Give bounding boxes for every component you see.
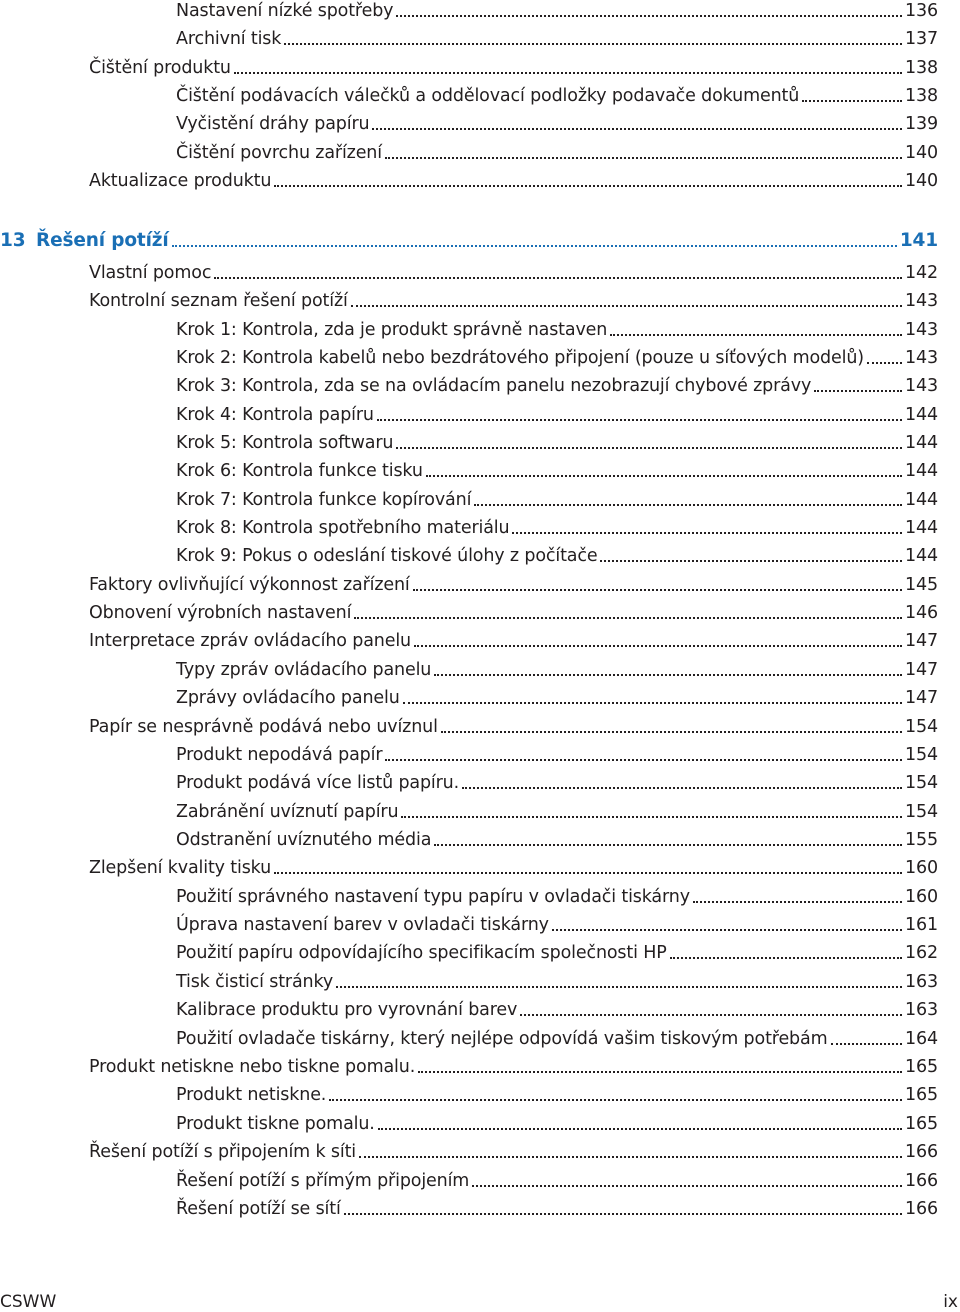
dot-leader bbox=[867, 362, 902, 364]
toc-page-number: 162 bbox=[905, 943, 938, 963]
toc-page-number: 146 bbox=[905, 603, 938, 623]
toc-entry-title: Produkt tiskne pomalu. bbox=[176, 1114, 375, 1134]
toc-entry[interactable] bbox=[89, 857, 938, 879]
toc-entry[interactable] bbox=[176, 801, 938, 823]
dot-leader bbox=[552, 929, 902, 931]
toc-page-number: 154 bbox=[905, 745, 938, 765]
toc-entry[interactable] bbox=[176, 914, 938, 936]
dot-leader bbox=[418, 1071, 902, 1073]
dot-leader bbox=[520, 1014, 902, 1016]
dot-leader bbox=[814, 390, 902, 392]
toc-entry[interactable] bbox=[176, 517, 938, 539]
dot-leader bbox=[434, 674, 902, 676]
toc-entry-title: Faktory ovlivňující výkonnost zařízení bbox=[89, 575, 410, 595]
footer-page-number: ix bbox=[943, 1292, 958, 1312]
dot-leader bbox=[329, 1099, 902, 1101]
toc-entry-title: Krok 9: Pokus o odeslání tiskové úlohy z počítače bbox=[176, 546, 598, 566]
toc-page-number: 140 bbox=[905, 171, 938, 191]
dot-leader bbox=[385, 759, 902, 761]
toc-page-number: 143 bbox=[905, 348, 938, 368]
toc-entry-title: Použití papíru odpovídajícího specifikacím společnosti HP bbox=[176, 943, 667, 963]
toc-entry[interactable] bbox=[176, 489, 938, 511]
dot-leader bbox=[831, 1043, 903, 1045]
dot-leader bbox=[693, 901, 902, 903]
toc-page-number: 143 bbox=[905, 376, 938, 396]
toc-entry[interactable] bbox=[176, 971, 938, 993]
toc-entry-title: Tisk čisticí stránky bbox=[176, 972, 334, 992]
dot-leader bbox=[372, 128, 902, 130]
dot-leader bbox=[172, 245, 897, 247]
dot-leader bbox=[385, 157, 902, 159]
toc-entry[interactable] bbox=[89, 716, 938, 738]
toc-page-number: 165 bbox=[905, 1057, 938, 1077]
toc-page-number: 137 bbox=[905, 29, 938, 49]
toc-entry-title: Úprava nastavení barev v ovladači tiskárny bbox=[176, 915, 549, 935]
toc-entry-title: Zlepšení kvality tisku bbox=[89, 858, 272, 878]
toc-page-number: 164 bbox=[905, 1029, 938, 1049]
dot-leader bbox=[512, 532, 902, 534]
toc-entry-title: Krok 5: Kontrola softwaru bbox=[176, 433, 394, 453]
toc-entry[interactable] bbox=[176, 404, 938, 426]
toc-entry-title: Produkt netiskne nebo tiskne pomalu. bbox=[89, 1057, 416, 1077]
toc-entry[interactable] bbox=[176, 999, 938, 1021]
toc-page-number: 163 bbox=[905, 1000, 938, 1020]
dot-leader bbox=[354, 617, 902, 619]
toc-entry[interactable] bbox=[176, 0, 938, 22]
dot-leader bbox=[610, 334, 902, 336]
toc-entry-title: Krok 3: Kontrola, zda se na ovládacím panelu nezobrazují chybové zprávy bbox=[176, 376, 812, 396]
toc-entry[interactable] bbox=[89, 574, 938, 596]
toc-entry[interactable] bbox=[176, 829, 938, 851]
dot-leader bbox=[396, 447, 902, 449]
toc-entry[interactable] bbox=[176, 28, 938, 50]
toc-page-number: 138 bbox=[905, 58, 938, 78]
footer-doc-code: CSWW bbox=[0, 1292, 57, 1312]
toc-page-number: 165 bbox=[905, 1114, 938, 1134]
toc-entry[interactable] bbox=[176, 659, 938, 681]
toc-entry[interactable] bbox=[176, 113, 938, 135]
dot-leader bbox=[359, 1156, 902, 1158]
toc-entry-title: Typy zpráv ovládacího panelu bbox=[176, 660, 432, 680]
toc-entry[interactable] bbox=[176, 1084, 938, 1106]
toc-entry[interactable] bbox=[176, 85, 938, 107]
toc-entry-title: Papír se nesprávně podává nebo uvíznul bbox=[89, 717, 438, 737]
toc-entry-title: Krok 6: Kontrola funkce tisku bbox=[176, 461, 423, 481]
toc-entry[interactable] bbox=[176, 347, 938, 369]
toc-entry[interactable] bbox=[176, 432, 938, 454]
toc-entry[interactable] bbox=[89, 1056, 938, 1078]
dot-leader bbox=[377, 419, 902, 421]
toc-entry[interactable] bbox=[176, 772, 938, 794]
dot-leader bbox=[426, 475, 902, 477]
toc-entry-title: Produkt nepodává papír bbox=[176, 745, 383, 765]
toc-page-number: 166 bbox=[905, 1199, 938, 1219]
toc-entry[interactable] bbox=[89, 170, 938, 192]
toc-page-number: 166 bbox=[905, 1171, 938, 1191]
toc-page-number: 147 bbox=[905, 660, 938, 680]
toc-entry-title: Krok 2: Kontrola kabelů nebo bezdrátového připojení (pouze u síťových modelů) bbox=[176, 348, 864, 368]
toc-page-number: 154 bbox=[905, 773, 938, 793]
toc-page-number: 143 bbox=[905, 291, 938, 311]
dot-leader bbox=[378, 1128, 902, 1130]
dot-leader bbox=[462, 787, 902, 789]
toc-entry[interactable] bbox=[176, 942, 938, 964]
toc-page-number: 154 bbox=[905, 717, 938, 737]
toc-page-number: 163 bbox=[905, 972, 938, 992]
toc-entry[interactable] bbox=[176, 319, 938, 341]
toc-entry[interactable] bbox=[176, 142, 938, 164]
dot-leader bbox=[600, 560, 902, 562]
dot-leader bbox=[284, 43, 902, 45]
toc-page-number: 144 bbox=[905, 546, 938, 566]
dot-leader bbox=[802, 100, 902, 102]
toc-entry[interactable] bbox=[176, 1170, 938, 1192]
toc-entry-title: Řešení potíží se sítí bbox=[176, 1199, 341, 1219]
toc-page-number: 144 bbox=[905, 490, 938, 510]
toc-entry-title: Interpretace zpráv ovládacího panelu bbox=[89, 631, 411, 651]
toc-entry-title: Čištění produktu bbox=[89, 58, 231, 78]
toc-entry[interactable] bbox=[176, 1198, 938, 1220]
toc-page-number: 161 bbox=[905, 915, 938, 935]
toc-entry-title: Čištění podávacích válečků a oddělovací podložky podavače dokumentů bbox=[176, 86, 800, 106]
toc-entry-title: Zabránění uvíznutí papíru bbox=[176, 802, 399, 822]
toc-page-number: 144 bbox=[905, 405, 938, 425]
dot-leader bbox=[344, 1213, 902, 1215]
toc-entry[interactable] bbox=[89, 1141, 938, 1163]
dot-leader bbox=[214, 277, 902, 279]
toc-page-number: 166 bbox=[905, 1142, 938, 1162]
toc-entry-title: Vlastní pomoc bbox=[89, 263, 212, 283]
toc-page-number: 165 bbox=[905, 1085, 938, 1105]
toc-entry-title: Krok 4: Kontrola papíru bbox=[176, 405, 374, 425]
toc-page-number: 160 bbox=[905, 887, 938, 907]
toc-entry[interactable] bbox=[176, 744, 938, 766]
toc-page-number: 139 bbox=[905, 114, 938, 134]
toc-entry[interactable] bbox=[176, 886, 938, 908]
toc-entry[interactable] bbox=[176, 1113, 938, 1135]
dot-leader bbox=[274, 185, 902, 187]
toc-page-number: 147 bbox=[905, 688, 938, 708]
toc-entry-title: Použití ovladače tiskárny, který nejlépe odpovídá vašim tiskovým potřebám bbox=[176, 1029, 828, 1049]
toc-entry[interactable] bbox=[176, 375, 938, 397]
dot-leader bbox=[336, 986, 902, 988]
toc-page-number: 136 bbox=[905, 1, 938, 21]
toc-entry-title: Obnovení výrobních nastavení bbox=[89, 603, 352, 623]
chapter-title: Řešení potíží bbox=[36, 230, 169, 251]
toc-entry-title: Krok 7: Kontrola funkce kopírování bbox=[176, 490, 472, 510]
toc-entry[interactable] bbox=[176, 545, 938, 567]
dot-leader bbox=[234, 72, 902, 74]
toc-page-number: 147 bbox=[905, 631, 938, 651]
toc-page-number: 160 bbox=[905, 858, 938, 878]
dot-leader bbox=[351, 305, 902, 307]
toc-entry-title: Produkt podává více listů papíru. bbox=[176, 773, 460, 793]
chapter-number: 13 bbox=[0, 230, 26, 251]
toc-entry-title: Produkt netiskne. bbox=[176, 1085, 327, 1105]
toc-entry-title: Aktualizace produktu bbox=[89, 171, 272, 191]
toc-page-number: 145 bbox=[905, 575, 938, 595]
toc-entry-title: Zprávy ovládacího panelu bbox=[176, 688, 400, 708]
dot-leader bbox=[401, 816, 902, 818]
dot-leader bbox=[396, 15, 902, 17]
dot-leader bbox=[413, 589, 902, 591]
toc-entry-title: Nastavení nízké spotřeby bbox=[176, 1, 394, 21]
toc-page-number: 154 bbox=[905, 802, 938, 822]
toc-entry-title: Krok 8: Kontrola spotřebního materiálu bbox=[176, 518, 510, 538]
toc-entry[interactable] bbox=[176, 460, 938, 482]
dot-leader bbox=[670, 957, 902, 959]
toc-entry-title: Kontrolní seznam řešení potíží bbox=[89, 291, 348, 311]
toc-page-number: 155 bbox=[905, 830, 938, 850]
toc-entry[interactable] bbox=[89, 262, 938, 284]
dot-leader bbox=[414, 645, 902, 647]
toc-page-number: 144 bbox=[905, 433, 938, 453]
toc-entry[interactable] bbox=[89, 630, 938, 652]
toc-entry-title: Čištění povrchu zařízení bbox=[176, 143, 382, 163]
dot-leader bbox=[274, 872, 902, 874]
toc-page-number: 144 bbox=[905, 461, 938, 481]
dot-leader bbox=[434, 844, 902, 846]
toc-entry-title: Řešení potíží s připojením k síti bbox=[89, 1142, 356, 1162]
toc-entry-title: Archivní tisk bbox=[176, 29, 282, 49]
dot-leader bbox=[403, 702, 902, 704]
dot-leader bbox=[474, 504, 902, 506]
toc-entry-title: Odstranění uvíznutého média bbox=[176, 830, 432, 850]
toc-page-number: 144 bbox=[905, 518, 938, 538]
toc-entry-title: Krok 1: Kontrola, zda je produkt správně nastaven bbox=[176, 320, 608, 340]
toc-page-number: 141 bbox=[899, 230, 938, 251]
toc-entry-title: Řešení potíží s přímým připojením bbox=[176, 1171, 470, 1191]
toc-entry-title: Kalibrace produktu pro vyrovnání barev bbox=[176, 1000, 518, 1020]
dot-leader bbox=[441, 731, 902, 733]
toc-entry[interactable] bbox=[89, 57, 938, 79]
toc-entry[interactable] bbox=[89, 290, 938, 312]
toc-chapter-entry[interactable] bbox=[0, 230, 938, 252]
toc-entry-title: Použití správného nastavení typu papíru v ovladači tiskárny bbox=[176, 887, 690, 907]
toc-page-number: 140 bbox=[905, 143, 938, 163]
toc-page-number: 143 bbox=[905, 320, 938, 340]
toc-entry-title: Vyčistění dráhy papíru bbox=[176, 114, 370, 134]
toc-entry[interactable] bbox=[176, 1028, 938, 1050]
toc-page-number: 142 bbox=[905, 263, 938, 283]
toc-entry[interactable] bbox=[89, 602, 938, 624]
dot-leader bbox=[472, 1185, 902, 1187]
toc-page-number: 138 bbox=[905, 86, 938, 106]
toc-entry[interactable] bbox=[176, 687, 938, 709]
toc-entry-title bbox=[0, 230, 169, 252]
